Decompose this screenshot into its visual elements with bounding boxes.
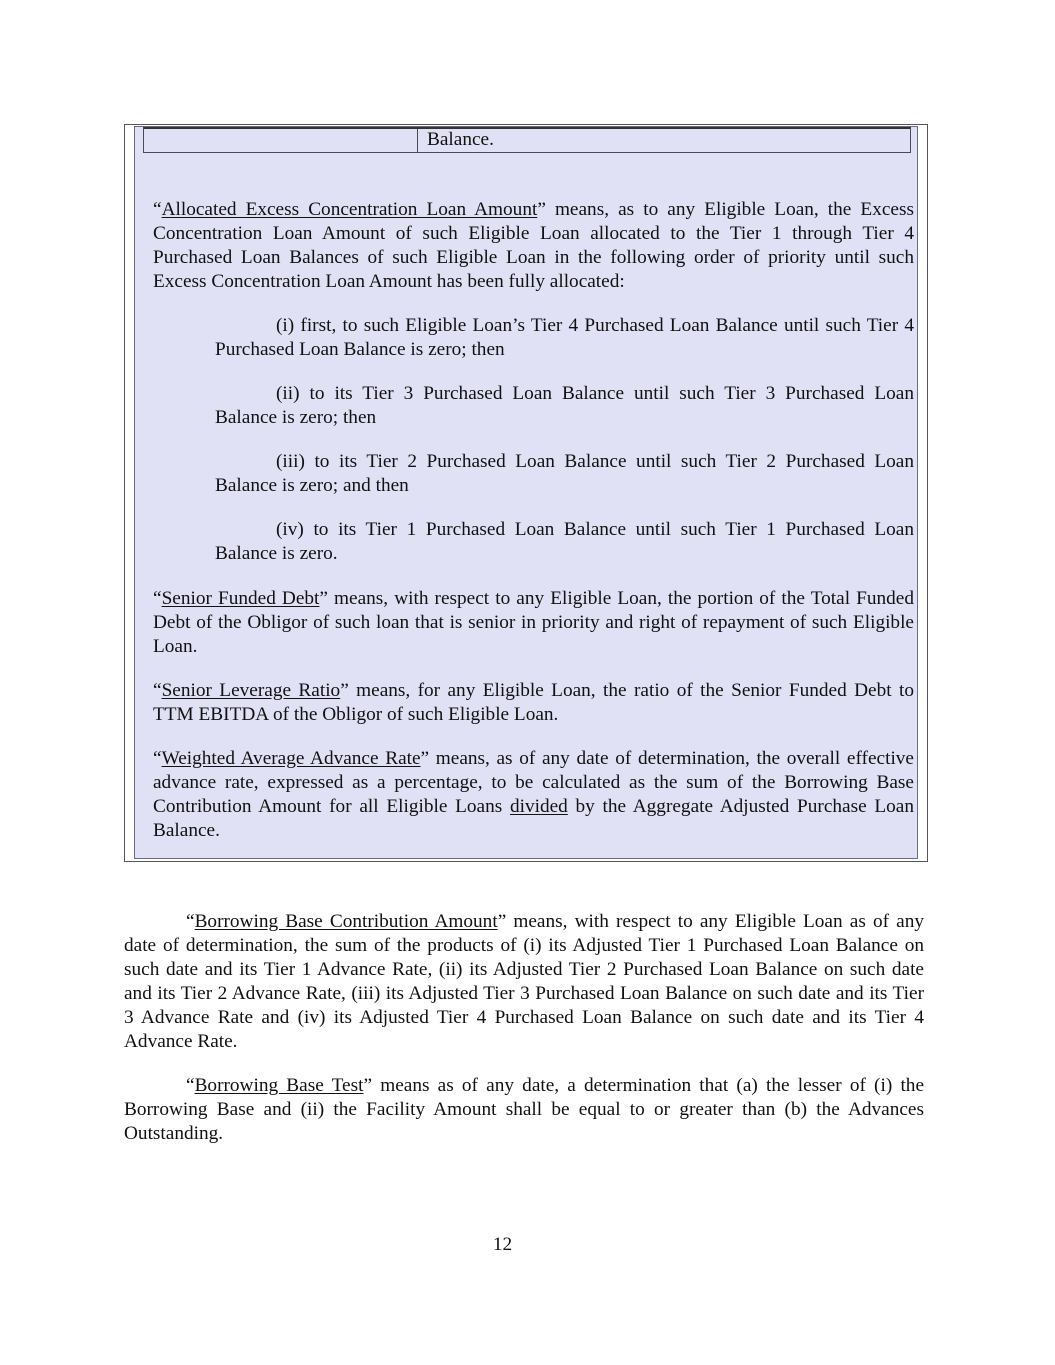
list-item: (ii) to its Tier 3 Purchased Loan Balance until such Tier 3 Purchased Loan Balance is zero; then: [215, 383, 914, 428]
page-number: 12: [492, 1234, 513, 1255]
defined-term: Allocated Excess Concentration Loan Amount: [161, 199, 538, 220]
list-item: (i) first, to such Eligible Loan’s Tier 4 Purchased Loan Balance until such Tier 4 Purchased Loan Balance is zero; then: [215, 315, 914, 360]
list-item: (iii) to its Tier 2 Purchased Loan Balance until such Tier 2 Purchased Loan Balance is zero; and then: [215, 451, 914, 496]
defined-term: Borrowing Base Contribution Amount: [194, 911, 498, 932]
defined-term: Weighted Average Advance Rate: [161, 748, 421, 769]
definitions-box: [134, 126, 918, 859]
table-cell-empty: [144, 129, 418, 152]
definition-weighted-average-advance-rate: “Weighted Average Advance Rate” means, as of any date of determination, the overall effective advance rate, expressed as a percentage, to be calculated as the sum of the Borrowing Base Contribution Amount for all Eligible Loans divided by the Aggregate Adjusted Purchase Loan Balance.: [153, 748, 914, 841]
defined-term: Borrowing Base Test: [194, 1075, 364, 1096]
defined-term: Senior Leverage Ratio: [161, 680, 341, 701]
definition-borrowing-base-test: “Borrowing Base Test” means as of any date, a determination that (a) the lesser of (i) the Borrowing Base and (ii) the Facility Amount shall be equal to or greater than (b) the Advances Outstanding.: [124, 1075, 925, 1144]
list-item: (iv) to its Tier 1 Purchased Loan Balance until such Tier 1 Purchased Loan Balance is zero.: [215, 519, 914, 564]
table-cell-balance: Balance.: [427, 129, 494, 150]
table-fragment: [143, 127, 911, 153]
emphasis-divided: divided: [509, 796, 568, 817]
definition-borrowing-base-contribution: “Borrowing Base Contribution Amount” means, with respect to any Eligible Loan as of any date of determination, the sum of the products of (i) its Adjusted Tier 1 Purchased Loan Balance on such date and its Tier 1 Advance Rate, (ii) its Adjusted Tier 2 Purchased Loan Balance on such date and its Tier 2 Advance Rate, (iii) its Adjusted Tier 3 Purchased Loan Balance on such date and its Tier 3 Advance Rate and (iv) its Adjusted Tier 4 Purchased Loan Balance on such date and its Tier 4 Advance Rate.: [124, 911, 924, 1052]
definition-allocated-excess: “Allocated Excess Concentration Loan Amount” means, as to any Eligible Loan, the Excess Concentration Loan Amount of such Eligible Loan allocated to the Tier 1 through Tier 4 Purchased Loan Balances of such Eligible Loan in the following order of priority until such Excess Concentration Loan Amount has been fully allocated:: [153, 199, 914, 292]
definition-senior-funded-debt: “Senior Funded Debt” means, with respect to any Eligible Loan, the portion of the Total Funded Debt of the Obligor of such loan that is senior in priority and right of repayment of such Eligible Loan.: [153, 588, 914, 657]
definitions-box-frame: [124, 124, 928, 862]
defined-term: Senior Funded Debt: [161, 588, 320, 609]
definition-senior-leverage-ratio: “Senior Leverage Ratio” means, for any Eligible Loan, the ratio of the Senior Funded Debt to TTM EBITDA of the Obligor of such Eligible Loan.: [153, 680, 914, 725]
